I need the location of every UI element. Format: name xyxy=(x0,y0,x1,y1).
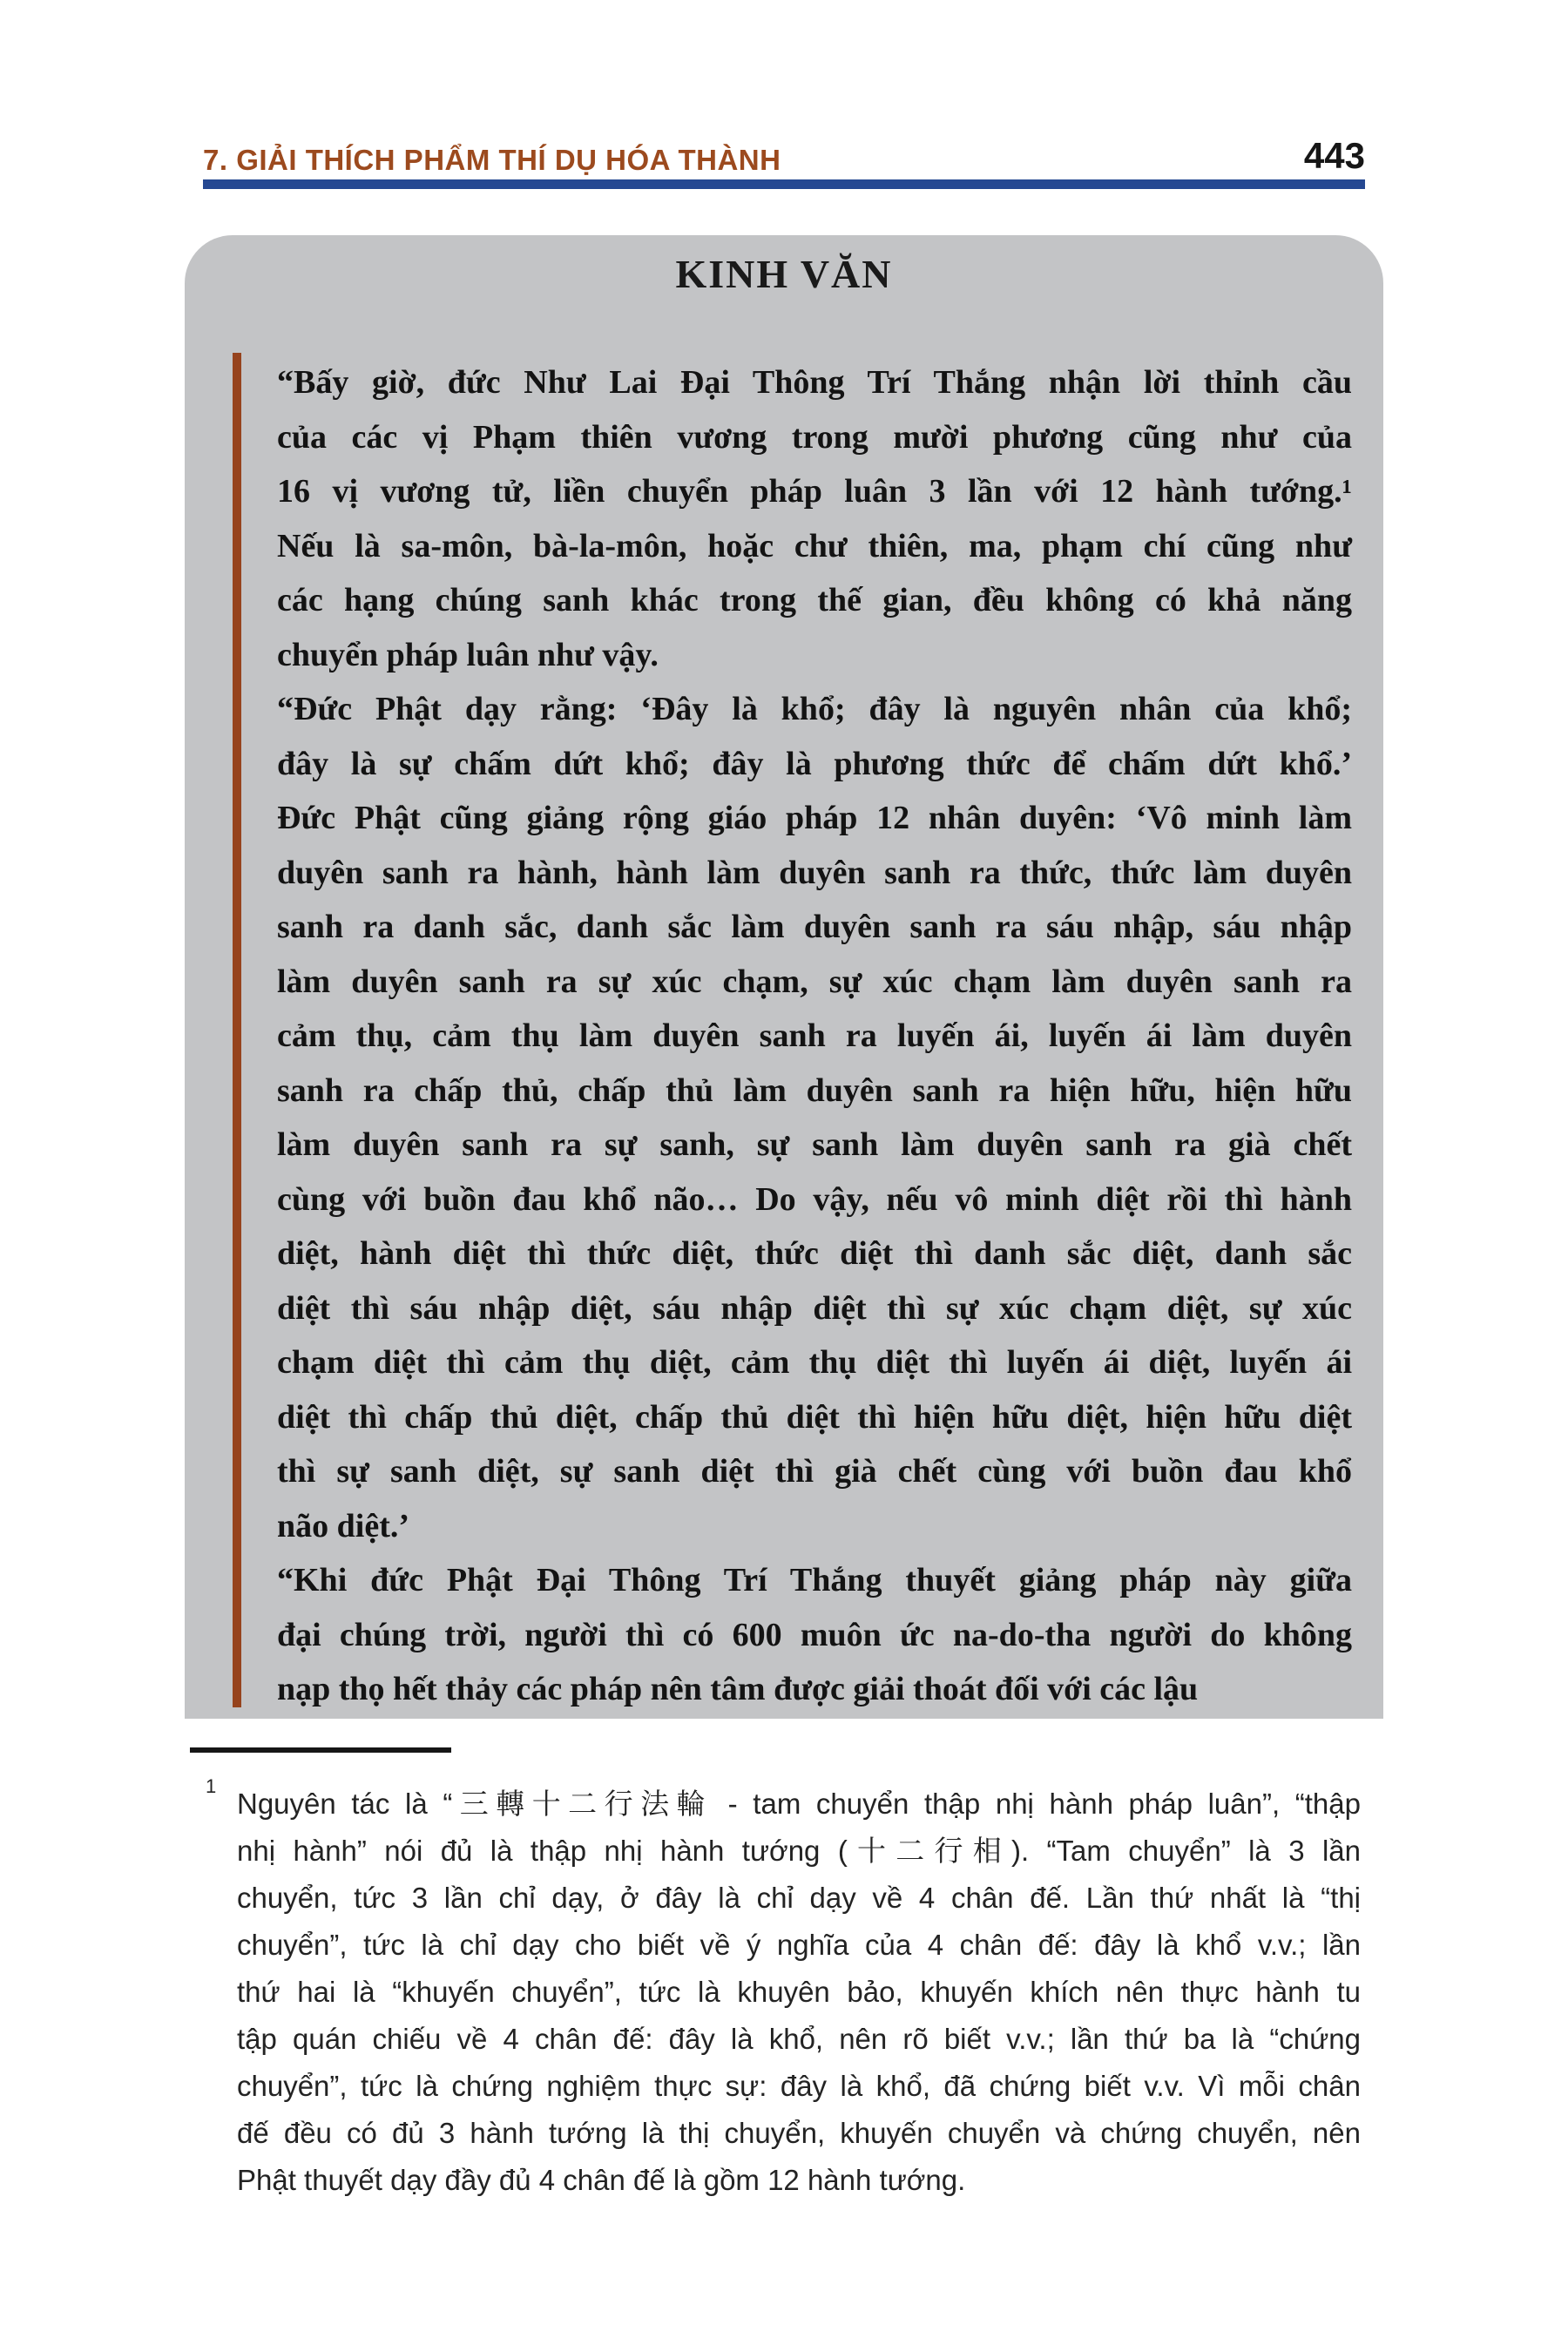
scripture-paragraph xyxy=(277,355,1352,682)
text-line: “Đức Phật dạy rằng: ‘Đây là khổ; đây là nguyên nhân của khổ; xyxy=(277,691,1352,727)
text-line: của các vị Phạm thiên vương trong mười phương cũng như của xyxy=(277,418,1352,456)
text-line: chuyển pháp luân như vậy. xyxy=(277,636,659,673)
text-line: duyên sanh ra hành, hành làm duyên sanh ra thức, thức làm duyên xyxy=(277,854,1352,891)
scripture-paragraphs xyxy=(277,355,1352,1717)
text-line: diệt thì chấp thủ diệt, chấp thủ diệt thì hiện hữu diệt, hiện hữu diệt xyxy=(277,1398,1352,1436)
footnote-separator xyxy=(190,1747,451,1753)
scripture-paragraph xyxy=(277,682,1352,1553)
chapter-title: 7. GIẢI THÍCH PHẨM THÍ DỤ HÓA THÀNH xyxy=(203,144,781,176)
header-rule xyxy=(203,179,1365,189)
footnote-line: 1 Nguyên tác là “三轉十二行法輪 - tam chuyển thập nhị hành pháp luân”, “thập xyxy=(206,1775,1361,1820)
text-line: nạp thọ hết thảy các pháp nên tâm được giải thoát đối với các lậu xyxy=(277,1671,1199,1707)
footnote-line: nhị hành” nói đủ là thập nhị hành tướng (十二行相). “Tam chuyển” là 3 lần xyxy=(237,1835,1361,1867)
text-line: não diệt.’ xyxy=(277,1507,409,1544)
footnote-line: Phật thuyết dạy đầy đủ 4 chân đế là gồm 12 hành tướng. xyxy=(237,2164,966,2196)
text-line: diệt thì sáu nhập diệt, sáu nhập diệt thì sự xúc chạm diệt, sự xúc xyxy=(277,1289,1352,1327)
text-line: đây là sự chấm dứt khổ; đây là phương thức để chấm dứt khổ.’ xyxy=(277,745,1352,782)
text-line: cảm thụ, cảm thụ làm duyên sanh ra luyến ái, luyến ái làm duyên xyxy=(277,1017,1352,1054)
text-line: “Bấy giờ, đức Như Lai Đại Thông Trí Thắng nhận lời thỉnh cầu xyxy=(277,364,1352,401)
footnote-line: đế đều có đủ 3 hành tướng là thị chuyển, khuyến chuyển và chứng chuyển, nên xyxy=(237,2117,1361,2149)
text-line: làm duyên sanh ra sự xúc chạm, sự xúc chạm làm duyên sanh ra xyxy=(277,963,1352,1000)
page-number: 443 xyxy=(1303,135,1365,176)
footnote-line: chuyển”, tức là chỉ dạy cho biết về ý nghĩa của 4 chân đế: đây là khổ v.v.; lần xyxy=(237,1929,1361,1961)
footnote-line: thứ hai là “khuyến chuyển”, tức là khuyên bảo, khuyến khích nên thực hành tu xyxy=(237,1976,1361,2008)
footnote xyxy=(206,1775,1361,2204)
text-line: Đức Phật cũng giảng rộng giáo pháp 12 nhân duyên: ‘Vô minh làm xyxy=(277,800,1352,836)
text-line: Nếu là sa-môn, bà-la-môn, hoặc chư thiên, ma, phạm chí cũng như xyxy=(277,527,1352,564)
footnote-line: chuyển”, tức là chứng nghiệm thực sự: đây là khổ, đã chứng biết v.v. Vì mỗi chân xyxy=(237,2070,1361,2102)
text-line: đại chúng trời, người thì có 600 muôn ức na-do-tha người do không xyxy=(277,1616,1352,1653)
text-line: thì sự sanh diệt, sự sanh diệt thì già chết cùng với buồn đau khổ xyxy=(277,1453,1352,1490)
scripture-accent-bar xyxy=(233,353,241,1707)
running-head xyxy=(203,132,1365,174)
text-line: “Khi đức Phật Đại Thông Trí Thắng thuyết giảng pháp này giữa xyxy=(277,1562,1352,1598)
footnote-line: tập quán chiếu về 4 chân đế: đây là khổ, nên rõ biết v.v.; lần thứ ba là “chứng xyxy=(237,2023,1361,2055)
text-line: cùng với buồn đau khổ não… Do vậy, nếu vô minh diệt rồi thì hành xyxy=(277,1180,1352,1218)
text-line: chạm diệt thì cảm thụ diệt, cảm thụ diệt thì luyến ái diệt, luyến ái xyxy=(277,1344,1352,1381)
scripture-title: KINH VĂN xyxy=(675,252,893,296)
scripture-box xyxy=(185,235,1383,1719)
scripture-paragraph xyxy=(277,1553,1352,1717)
text-line: làm duyên sanh ra sự sanh, sự sanh làm duyên sanh ra già chết xyxy=(277,1126,1352,1163)
footnote-line: chuyển, tức 3 lần chỉ dạy, ở đây là chỉ dạy về 4 chân đế. Lần thứ nhất là “thị xyxy=(237,1882,1361,1914)
text-line: các hạng chúng sanh khác trong thế gian, đều không có khả năng xyxy=(277,582,1352,618)
footnote-marker: 1 xyxy=(206,1775,217,1797)
text-line: 16 vị vương tử, liền chuyển pháp luân 3 lần với 12 hành tướng.¹ xyxy=(277,473,1352,510)
text-line: diệt, hành diệt thì thức diệt, thức diệt thì danh sắc diệt, danh sắc xyxy=(277,1235,1352,1272)
text-line: sanh ra danh sắc, danh sắc làm duyên sanh ra sáu nhập, sáu nhập xyxy=(277,909,1352,945)
text-line: sanh ra chấp thủ, chấp thủ làm duyên sanh ra hiện hữu, hiện hữu xyxy=(277,1071,1352,1109)
